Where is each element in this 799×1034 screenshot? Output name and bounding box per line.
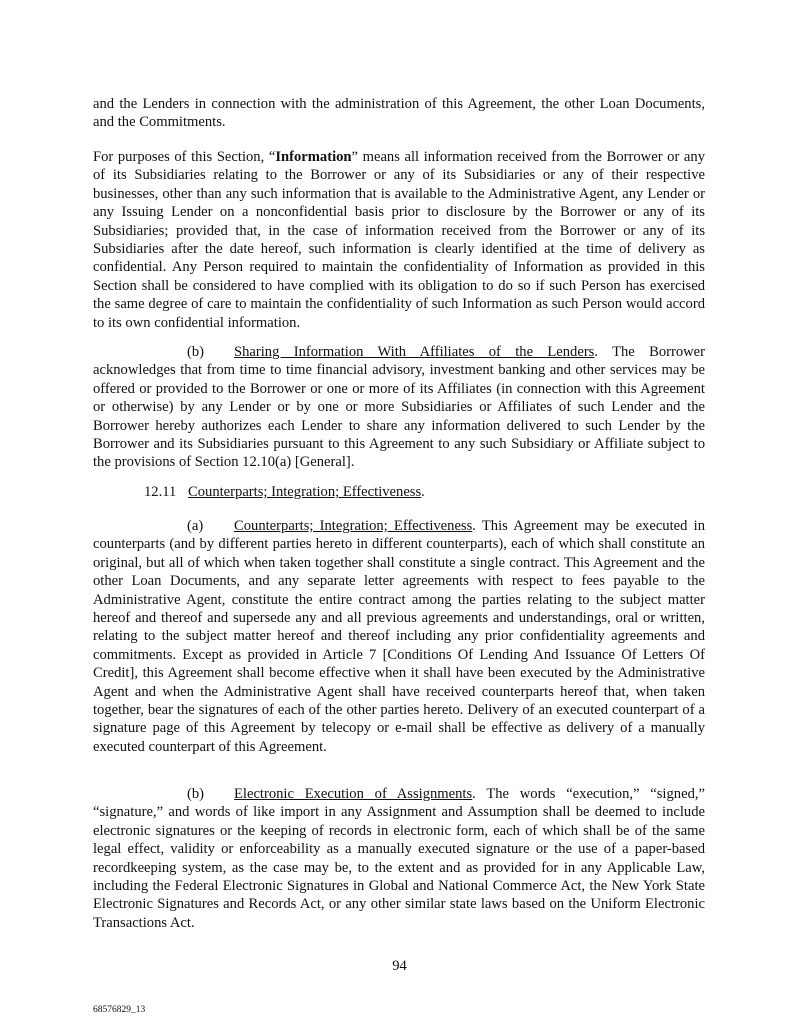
information-definition-paragraph [93, 148, 705, 332]
clause-body-counterparts: . This Agreement may be executed in counterparts (and by different parties hereto in different counterparts), each of which shall constitute an original, but all of which when taken together shall constitute a single contract. This Agreement and the other Loan Documents, and any separate letter agreements with respect to fees payable to the Administrative Agent, constitute the entire contract among the parties relating to the subject matter hereof and thereof and supersede any and all previous agreements and understandings, oral or written, relating to the subject matter hereof and thereof including any prior confidentiality agreements and commitments. Except as provided in Article 7 [Conditions Of Lending And Issuance Of Letters Of Credit], this Agreement shall become effective when it shall have been executed by the Administrative Agent and when the Administrative Agent shall have received counterparts hereof that, when taken together, bear the signatures of each of the other parties hereto. Delivery of an executed counterpart of a signature page of this Agreement by telecopy or e-mail shall be effective as delivery of a manually executed counterpart of this Agreement. [93, 518, 705, 755]
sharing-information-paragraph [93, 343, 705, 472]
section-title-suffix: . [421, 484, 425, 500]
continuation-paragraph [93, 95, 705, 132]
clause-title-electronic-execution: Electronic Execution of Assignments [234, 786, 473, 802]
clause-label-b-electronic: (b) [187, 786, 205, 802]
clause-label-b: (b) [187, 344, 205, 360]
definition-body: ” means all information received from the Borrower or any of its Subsidiaries relating to the Borrower or any of its Subsidiaries or any of their respective businesses, other than any such information that is available to the Administrative Agent, any Lender or any Issuing Lender on a nonconfidential basis prior to disclosure by the Borrower or any of its Subsidiaries; provided that, in the case of information received from the Borrower or any of its Subsidiaries after the date hereof, such information is clearly identified at the time of delivery as confidential. Any Person required to maintain the confidentiality of Information as provided in this Section shall be considered to have complied with its obligation to do so if such Person has exercised the same degree of care to maintain the confidentiality of such Information as such Person would accord to its own confidential information. [93, 149, 705, 331]
definition-lead: For purposes of this Section, “ [93, 149, 276, 165]
section-number: 12.11 [144, 484, 177, 500]
clause-body-electronic-execution: . The words “execution,” “signed,” “signature,” and words of like import in any Assignment and Assumption shall be deemed to include electronic signatures or the keeping of records in electronic form, each of which shall be of the same legal effect, validity or enforceability as a manually executed signature or the use of a paper-based recordkeeping system, as the case may be, to the extent and as provided for in any Applicable Law, including the Federal Electronic Signatures in Global and National Commerce Act, the New York State Electronic Signatures and Records Act, or any other similar state laws based on the Uniform Electronic Transactions Act. [93, 786, 705, 931]
page-number: 94 [392, 958, 407, 974]
counterparts-paragraph [93, 517, 705, 756]
document-id: 68576829_13 [93, 1005, 146, 1015]
clause-title-sharing-information: Sharing Information With Affiliates of the Lenders [234, 344, 595, 360]
clause-title-counterparts: Counterparts; Integration; Effectiveness [234, 518, 473, 534]
section-heading [144, 483, 425, 501]
continuation-text: and the Lenders in connection with the administration of this Agreement, the other Loan Documents, and the Commitments. [93, 96, 705, 131]
section-title: Counterparts; Integration; Effectiveness [188, 484, 422, 500]
defined-term-information: Information [275, 149, 352, 165]
electronic-execution-paragraph [93, 785, 705, 932]
clause-label-a: (a) [187, 518, 204, 534]
clause-body-sharing-information: . The Borrower acknowledges that from time to time financial advisory, investment banking and other services may be offered or provided to the Borrower or one or more of its Affiliates (in connection with this Agreement or otherwise) by any Lender or by one or more Subsidiaries or Affiliates of such Lender and the Borrower hereby authorizes each Lender to share any information delivered to such Lender by the Borrower and its Subsidiaries pursuant to this Agreement to any such Subsidiary or Affiliate subject to the provisions of Section 12.10(a) [General]. [93, 344, 706, 471]
